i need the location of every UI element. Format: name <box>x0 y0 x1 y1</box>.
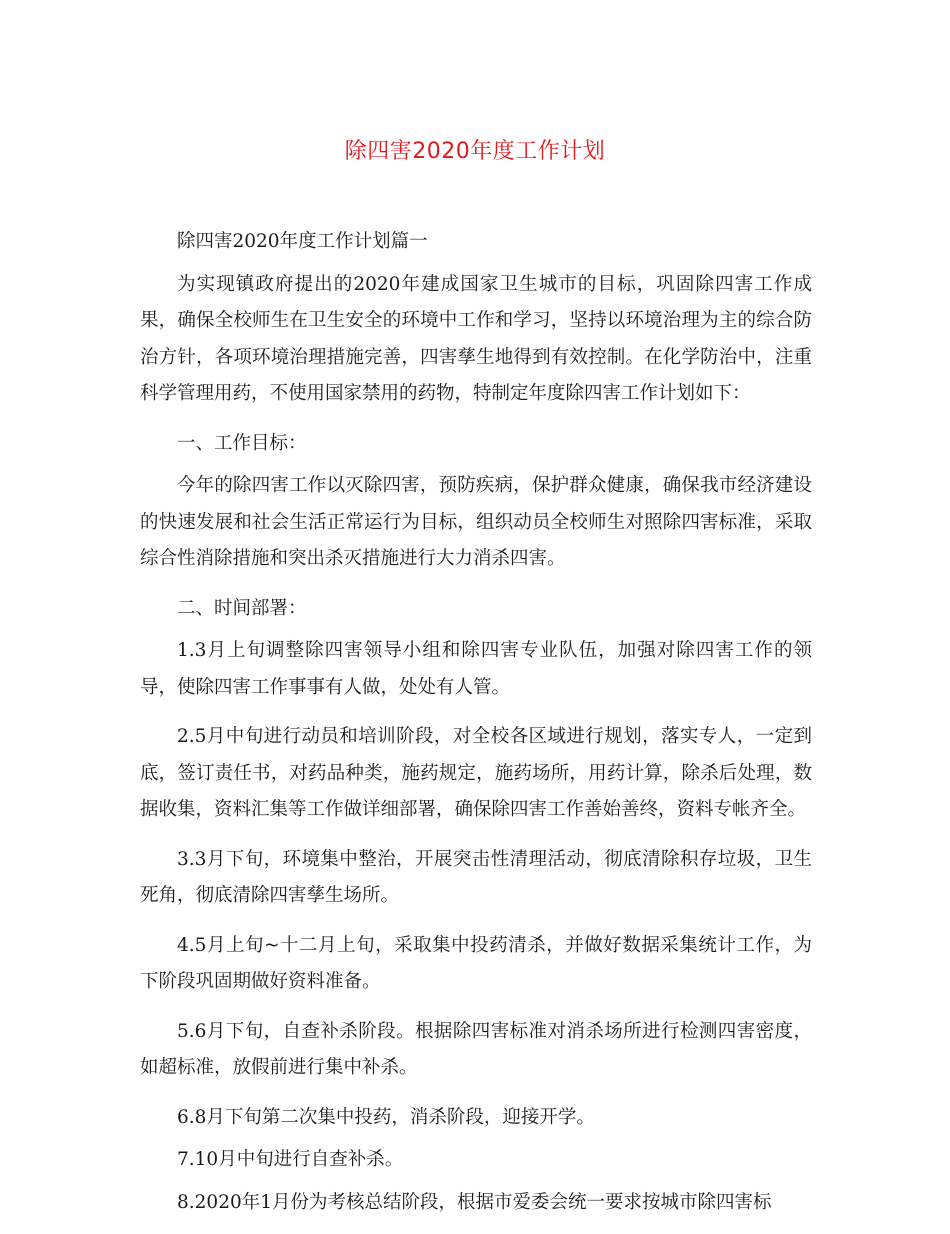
document-title: 除四害2020年度工作计划 <box>344 139 606 164</box>
paragraph: 除四害2020年度工作计划篇一 <box>177 231 428 252</box>
paragraph: 一、工作目标： <box>177 432 307 454</box>
paragraph: 5.6月下旬，自查补杀阶段。根据除四害标准对消杀场所进行检测四害密度，如超标准，放假前进行集中补杀。 <box>140 1020 812 1078</box>
paragraph: 6.8月下旬第二次集中投药，消杀阶段，迎接开学。 <box>177 1106 595 1128</box>
paragraph: 2.5月中旬进行动员和培训阶段，对全校各区域进行规划，落实专人，一定到底，签订责任书，对药品种类，施药规定，施药场所，用药计算，除杀后处理，数据收集，资料汇集等工作做详细部署，确保除四害工作善始善终，资料专帐齐全。 <box>140 726 812 820</box>
paragraph: 1.3月上旬调整除四害领导小组和除四害专业队伍，加强对除四害工作的领导，使除四害工作事事有人做，处处有人管。 <box>140 640 812 698</box>
paragraph: 二、时间部署： <box>177 597 307 619</box>
paragraph: 7.10月中旬进行自查补杀。 <box>177 1149 404 1170</box>
document-body <box>140 224 812 1234</box>
paragraph: 3.3月下旬，环境集中整治，开展突击性清理活动，彻底清除积存垃圾，卫生死角，彻底清除四害孳生场所。 <box>140 848 812 906</box>
paragraph: 8.2020年1月份为考核总结阶段，根据市爱委会统一要求按城市除四害标 <box>177 1191 772 1213</box>
paragraph: 为实现镇政府提出的2020年建成国家卫生城市的目标，巩固除四害工作成果，确保全校师生在卫生安全的环境中工作和学习，坚持以环境治理为主的综合防治方针，各项环境治理措施完善，四害孳生地得到有效控制。在化学防治中，注重科学管理用药，不使用国家禁用的药物，特制定年度除四害工作计划如下： <box>140 273 812 404</box>
paragraph: 4.5月上旬~十二月上旬，采取集中投药清杀，并做好数据采集统计工作，为下阶段巩固期做好资料准备。 <box>140 934 812 992</box>
paragraph: 今年的除四害工作以灭除四害，预防疾病，保护群众健康，确保我市经济建设的快速发展和社会生活正常运行为目标，组织动员全校师生对照除四害标准，采取综合性消除措施和突出杀灭措施进行大力消杀四害。 <box>140 475 812 569</box>
